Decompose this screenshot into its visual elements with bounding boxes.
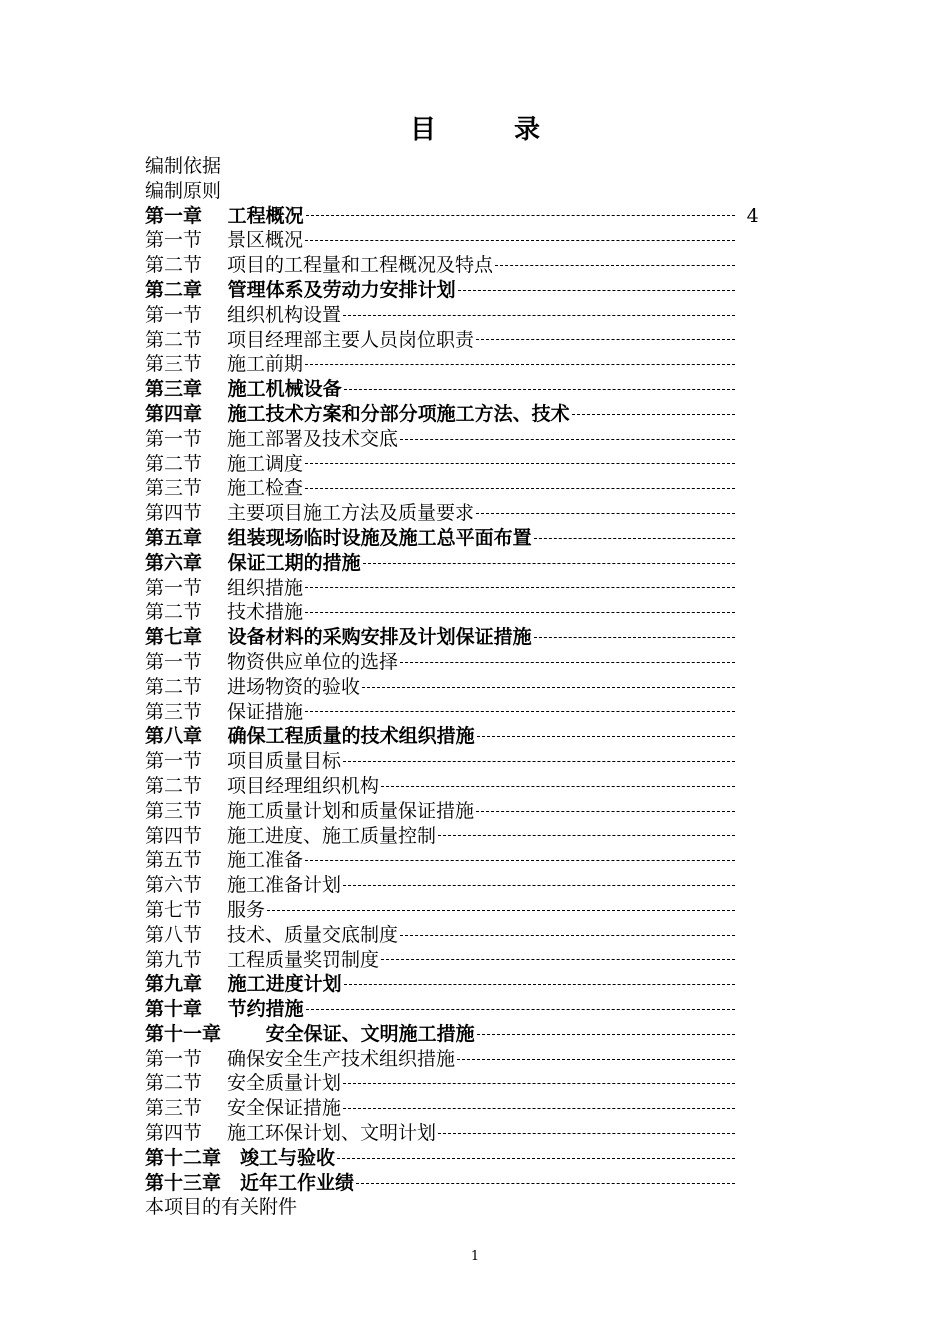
toc-entry-label: 第二节 项目经理组织机构 (145, 774, 380, 797)
toc-leader-line (458, 290, 735, 291)
toc-entry[interactable] (145, 452, 805, 477)
toc-entry-label: 编制依据 (145, 155, 222, 177)
toc-entry-label: 第二节 安全质量计划 (145, 1072, 342, 1095)
toc-leader-line (363, 563, 735, 564)
toc-leader-line (477, 1034, 735, 1035)
toc-entry[interactable] (145, 476, 805, 501)
toc-entry-label: 第三章 施工机械设备 (145, 378, 342, 401)
toc-entry-label: 第三节 施工质量计划和质量保证措施 (145, 799, 475, 822)
toc-entry-label: 第二节 施工调度 (145, 452, 304, 475)
toc-entry[interactable] (145, 1121, 805, 1146)
toc-entry-label: 第一节 确保安全生产技术组织措施 (145, 1047, 456, 1070)
toc-entry-label: 第一节 物资供应单位的选择 (145, 650, 399, 673)
toc-entry-label: 第五章 组装现场临时设施及施工总平面布置 (145, 526, 532, 549)
toc-entry[interactable] (145, 352, 805, 377)
toc-entry[interactable] (145, 179, 805, 204)
toc-entry-label: 第一节 景区概况 (145, 229, 304, 252)
toc-entry[interactable] (145, 501, 805, 526)
toc-entry-label: 第八章 确保工程质量的技术组织措施 (145, 725, 475, 748)
toc-leader-line (305, 463, 735, 464)
toc-entry-label: 第三节 安全保证措施 (145, 1097, 342, 1120)
toc-leader-line (476, 339, 735, 340)
toc-entry[interactable] (145, 650, 805, 675)
toc-page-number: 4 (746, 204, 759, 227)
toc-entry[interactable] (145, 873, 805, 898)
toc-leader-line (400, 662, 735, 663)
toc-entry[interactable] (145, 749, 805, 774)
toc-leader-line (495, 265, 735, 266)
toc-entry[interactable] (145, 972, 805, 997)
toc-leader-line (344, 984, 735, 985)
toc-entry-label: 第十三章 近年工作业绩 (145, 1171, 355, 1194)
toc-leader-line (343, 885, 735, 886)
toc-entry[interactable] (145, 1047, 805, 1072)
toc-leader-line (267, 910, 735, 911)
toc-entry[interactable] (145, 675, 805, 700)
toc-entry-label: 第一节 施工部署及技术交底 (145, 427, 399, 450)
toc-leader-line (305, 364, 735, 365)
toc-entry[interactable] (145, 576, 805, 601)
toc-entry-label: 第一节 组织机构设置 (145, 303, 342, 326)
table-of-contents (145, 154, 805, 1220)
toc-leader-line (362, 687, 735, 688)
toc-leader-line (305, 860, 735, 861)
toc-entry[interactable] (145, 1096, 805, 1121)
toc-leader-line (337, 1158, 735, 1159)
toc-entry[interactable] (145, 824, 805, 849)
toc-entry[interactable] (145, 278, 805, 303)
toc-entry[interactable] (145, 204, 805, 229)
toc-leader-line (343, 315, 735, 316)
toc-entry-label: 第二节 进场物资的验收 (145, 675, 361, 698)
toc-entry-label: 第三节 施工检查 (145, 477, 304, 500)
toc-entry-label: 第六节 施工准备计划 (145, 874, 342, 897)
toc-entry-label: 第七章 设备材料的采购安排及计划保证措施 (145, 626, 532, 649)
toc-entry-label: 第四节 主要项目施工方法及质量要求 (145, 502, 475, 525)
toc-entry[interactable] (145, 427, 805, 452)
toc-leader-line (400, 439, 735, 440)
toc-entry[interactable] (145, 600, 805, 625)
toc-entry[interactable] (145, 377, 805, 402)
toc-entry-label: 第三节 保证措施 (145, 700, 304, 723)
toc-entry[interactable] (145, 303, 805, 328)
toc-entry-label: 第一章 工程概况 (145, 204, 304, 227)
toc-entry[interactable] (145, 1071, 805, 1096)
toc-leader-line (400, 935, 735, 936)
toc-entry-label: 第一节 组织措施 (145, 576, 304, 599)
toc-leader-line (476, 811, 735, 812)
toc-entry[interactable] (145, 625, 805, 650)
toc-entry[interactable] (145, 948, 805, 973)
toc-leader-line (356, 1183, 735, 1184)
toc-entry[interactable] (145, 402, 805, 427)
toc-entry-label: 第十一章 安全保证、文明施工措施 (145, 1022, 475, 1045)
toc-entry[interactable] (145, 551, 805, 576)
toc-entry-label: 第三节 施工前期 (145, 353, 304, 376)
toc-entry-label: 第六章 保证工期的措施 (145, 551, 361, 574)
toc-entry-label: 本项目的有关附件 (145, 1196, 298, 1219)
toc-entry-label: 第四章 施工技术方案和分部分项施工方法、技术 (145, 402, 570, 425)
toc-leader-line (306, 215, 735, 216)
toc-entry-label: 编制原则 (145, 179, 222, 202)
toc-leader-line (438, 1133, 735, 1134)
toc-entry[interactable] (145, 724, 805, 749)
toc-leader-line (534, 538, 735, 539)
toc-entry-label: 第五节 施工准备 (145, 849, 304, 872)
toc-entry[interactable] (145, 253, 805, 278)
toc-entry[interactable] (145, 700, 805, 725)
toc-entry-label: 第七节 服务 (145, 898, 266, 921)
toc-entry-label: 第二节 技术措施 (145, 601, 304, 624)
toc-leader-line (305, 240, 735, 241)
toc-leader-line (344, 389, 735, 390)
toc-entry[interactable] (145, 228, 805, 253)
toc-entry-label: 第一节 项目质量目标 (145, 750, 342, 773)
toc-entry[interactable] (145, 328, 805, 353)
toc-leader-line (343, 761, 735, 762)
toc-entry[interactable] (145, 1171, 805, 1196)
toc-entry-label: 第十二章 竣工与验收 (145, 1146, 336, 1169)
toc-entry[interactable] (145, 526, 805, 551)
toc-entry-label: 第九章 施工进度计划 (145, 973, 342, 996)
toc-leader-line (572, 414, 735, 415)
toc-entry[interactable] (145, 923, 805, 948)
toc-leader-line (457, 1059, 735, 1060)
toc-entry[interactable] (145, 799, 805, 824)
toc-title: 目 录 (409, 115, 566, 145)
toc-entry-label: 第九节 工程质量奖罚制度 (145, 948, 380, 971)
toc-entry[interactable] (145, 1022, 805, 1047)
page-number: 1 (470, 1249, 480, 1264)
toc-leader-line (305, 612, 735, 613)
toc-leader-line (381, 959, 735, 960)
toc-entry[interactable] (145, 898, 805, 923)
toc-leader-line (305, 488, 735, 489)
toc-entry[interactable] (145, 154, 805, 179)
toc-entry-label: 第八节 技术、质量交底制度 (145, 923, 399, 946)
toc-entry-label: 第四节 施工环保计划、文明计划 (145, 1122, 437, 1145)
toc-entry[interactable] (145, 774, 805, 799)
toc-entry-label: 第四节 施工进度、施工质量控制 (145, 824, 437, 847)
toc-leader-line (343, 1083, 735, 1084)
toc-entry-label: 第二节 项目的工程量和工程概况及特点 (145, 254, 494, 277)
toc-leader-line (476, 513, 735, 514)
toc-leader-line (305, 711, 735, 712)
toc-entry[interactable] (145, 848, 805, 873)
toc-leader-line (534, 637, 735, 638)
toc-entry-label: 第二章 管理体系及劳动力安排计划 (145, 278, 456, 301)
toc-entry[interactable] (145, 997, 805, 1022)
toc-leader-line (381, 786, 735, 787)
toc-leader-line (306, 1009, 735, 1010)
toc-leader-line (438, 835, 735, 836)
toc-leader-line (305, 587, 735, 588)
toc-entry[interactable] (145, 1146, 805, 1171)
toc-leader-line (343, 1108, 735, 1109)
toc-leader-line (477, 736, 735, 737)
toc-entry[interactable] (145, 1195, 805, 1220)
toc-entry-label: 第二节 项目经理部主要人员岗位职责 (145, 328, 475, 351)
toc-entry-label: 第十章 节约措施 (145, 998, 304, 1021)
